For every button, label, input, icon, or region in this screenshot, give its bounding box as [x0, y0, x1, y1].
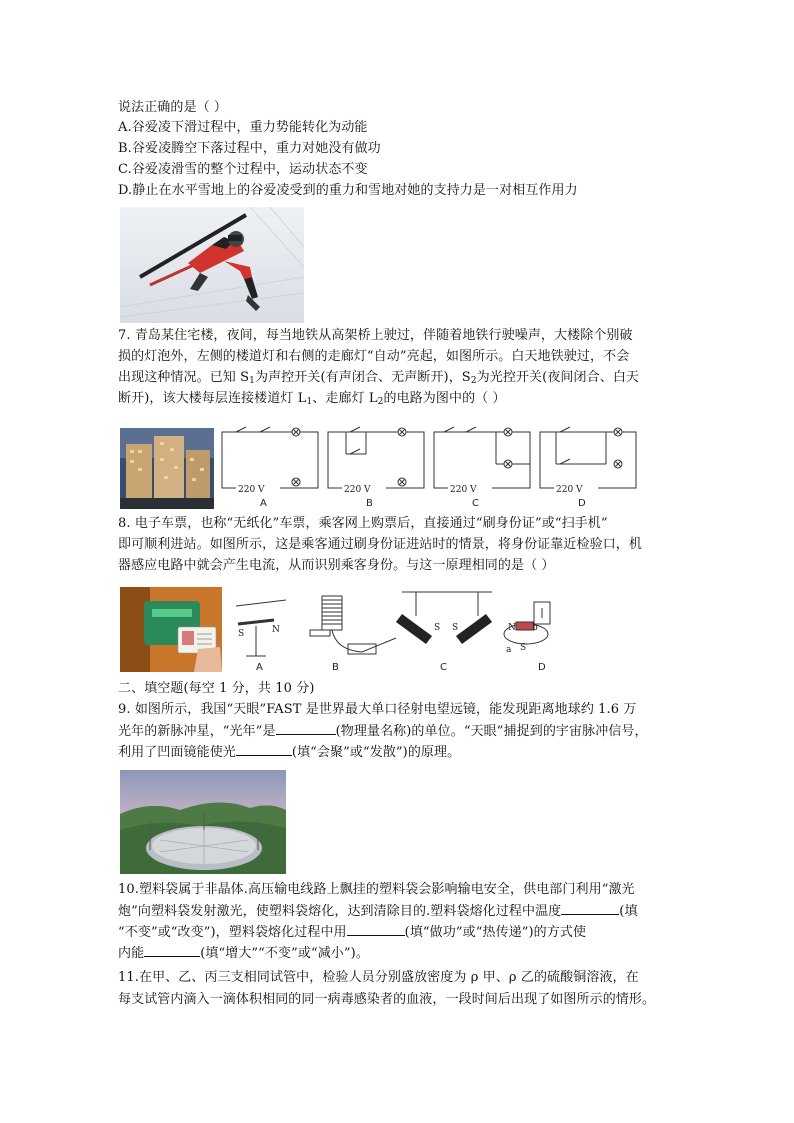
voltage-a: 220 V	[238, 485, 265, 495]
voltage-c: 220 V	[450, 485, 477, 495]
svg-text:b: b	[532, 623, 538, 633]
q7-line-4b: 、走廊灯 L	[312, 391, 378, 406]
svg-text:S: S	[434, 623, 441, 633]
q7-line-4a: 断开)，该大楼每层连接楼道灯 L	[118, 391, 307, 406]
svg-text:S: S	[238, 629, 245, 639]
q9-blank-2[interactable]	[236, 742, 292, 756]
q9-line-2a: 光年的新脉冲星，“光年”是	[118, 724, 276, 739]
svg-text:N: N	[508, 623, 516, 633]
q9-line-3	[118, 742, 460, 763]
voltage-b: 220 V	[344, 485, 371, 495]
q7-line-4c: 的电路为图中的（ ）	[383, 391, 506, 406]
q7-line-3a: 出现这种情况。已知 S	[118, 370, 250, 385]
circuit-label-d: D	[578, 498, 586, 508]
q10-line-4b: (填“增大”“不变”或“减小”)。	[200, 946, 369, 961]
q10-line-4	[118, 943, 369, 964]
svg-text:S: S	[520, 643, 527, 653]
q10-line-2	[118, 901, 638, 922]
circuit-label-a: A	[260, 498, 267, 508]
sub-2: 2	[470, 376, 477, 386]
q7-line-4	[118, 389, 506, 412]
sub-2: 2	[377, 397, 384, 407]
q9-line-3b: (填“会聚”或“发散”)的原理。	[291, 745, 461, 760]
q8-figures	[226, 586, 556, 674]
q9-line-2b: (物理量名称)的单位。“天眼”捕捉到的宇宙脉冲信号，	[335, 724, 648, 739]
q10-line-3b: (填“做功”或“热传递”)的方式使	[404, 925, 587, 940]
q6-stem: 说法正确的是（ ）	[118, 100, 228, 115]
q8-line-3: 器感应电路中就会产生电流，从而识别乘客身份。与这一原理相同的是（ ）	[118, 558, 555, 573]
q8-label-d: D	[538, 662, 546, 673]
q8-label-b: B	[332, 662, 339, 673]
fast-telescope-photo	[120, 770, 286, 874]
q6-option-c: C.谷爱凌滑雪的整个过程中，运动状态不变	[118, 162, 368, 177]
q10-line-3a: “不变”或“改变”)，塑料袋熔化过程中用	[118, 925, 347, 940]
q9-line-2	[118, 721, 648, 742]
q7-line-3	[118, 368, 639, 391]
q9-blank-1[interactable]	[276, 721, 336, 735]
circuit-label-c: C	[472, 498, 479, 508]
q10-line-2b: (填	[619, 904, 638, 919]
q8-label-a: A	[256, 662, 263, 673]
q11-line-1: 11.在甲、乙、丙三支相同试管中，检验人员分别盛放密度为 ρ 甲、ρ 乙的硫酸铜溶液，在	[118, 970, 639, 985]
q8-label-c: C	[440, 662, 447, 673]
q9-line-1: 9. 如图所示，我国“天眼”FAST 是世界最大单口径射电望远镜，能发现距离地球约 1.6 万	[118, 702, 637, 717]
q7-line-3b: 为声控开关(有声闭合、无声断开)，S	[254, 370, 471, 385]
q6-option-d: D.静止在水平雪地上的谷爱凌受到的重力和雪地对她的支持力是一对相互作用力	[118, 183, 578, 198]
q10-line-3	[118, 922, 586, 943]
q7-line-2: 损的灯泡外，左侧的楼道灯和右侧的走廊灯“自动”亮起，如图所示。白天地铁驶过，不会	[118, 349, 630, 364]
building-photo	[120, 428, 214, 509]
svg-text:N: N	[272, 625, 280, 635]
q8-line-2: 即可顺利进站。如图所示，这是乘客通过刷身份证进站时的情景，将身份证靠近检验口，机	[118, 537, 643, 552]
q6-option-a: A.谷爱凌下滑过程中，重力势能转化为动能	[118, 120, 368, 135]
q10-line-2a: 炮”向塑料袋发射激光，使塑料袋熔化，达到清除目的.塑料袋熔化过程中温度	[118, 904, 562, 919]
q10-line-1: 10.塑料袋属于非晶体.高压输电线路上飘挂的塑料袋会影响输电安全，供电部门利用“激光	[118, 882, 635, 897]
skier-photo	[120, 207, 304, 323]
voltage-d: 220 V	[556, 485, 583, 495]
section-heading: 二、填空题(每空 1 分，共 10 分)	[118, 681, 315, 696]
q10-blank-2[interactable]	[347, 922, 405, 936]
circuit-diagrams	[216, 424, 644, 508]
q8-line-1: 8. 电子车票，也称“无纸化”车票，乘客网上购票后，直接通过“刷身份证”或“扫手机”	[118, 516, 608, 531]
q6-option-b: B.谷爱凌腾空下落过程中，重力对她没有做功	[118, 141, 381, 156]
svg-text:S: S	[452, 623, 459, 633]
q10-blank-1[interactable]	[561, 901, 619, 915]
sub-1: 1	[249, 376, 255, 386]
q10-line-4a: 内能	[118, 946, 145, 961]
q11-line-2: 每支试管内滴入一滴体积相同的同一病毒感染者的血液，一段时间后出现了如图所示的情形。	[118, 992, 656, 1007]
q10-blank-3[interactable]	[144, 943, 200, 957]
q9-line-3a: 利用了凹面镜能使光	[118, 745, 236, 760]
q7-line-3c: 为光控开关(夜间闭合、白天	[476, 370, 640, 385]
svg-text:a: a	[506, 645, 512, 655]
q7-line-1: 7. 青岛某住宅楼，夜间，每当地铁从高架桥上驶过，伴随着地铁行驶噪声，大楼除个别破	[118, 328, 633, 343]
circuit-label-b: B	[366, 498, 373, 508]
sub-1: 1	[306, 397, 313, 407]
card-reader-photo	[120, 587, 222, 672]
